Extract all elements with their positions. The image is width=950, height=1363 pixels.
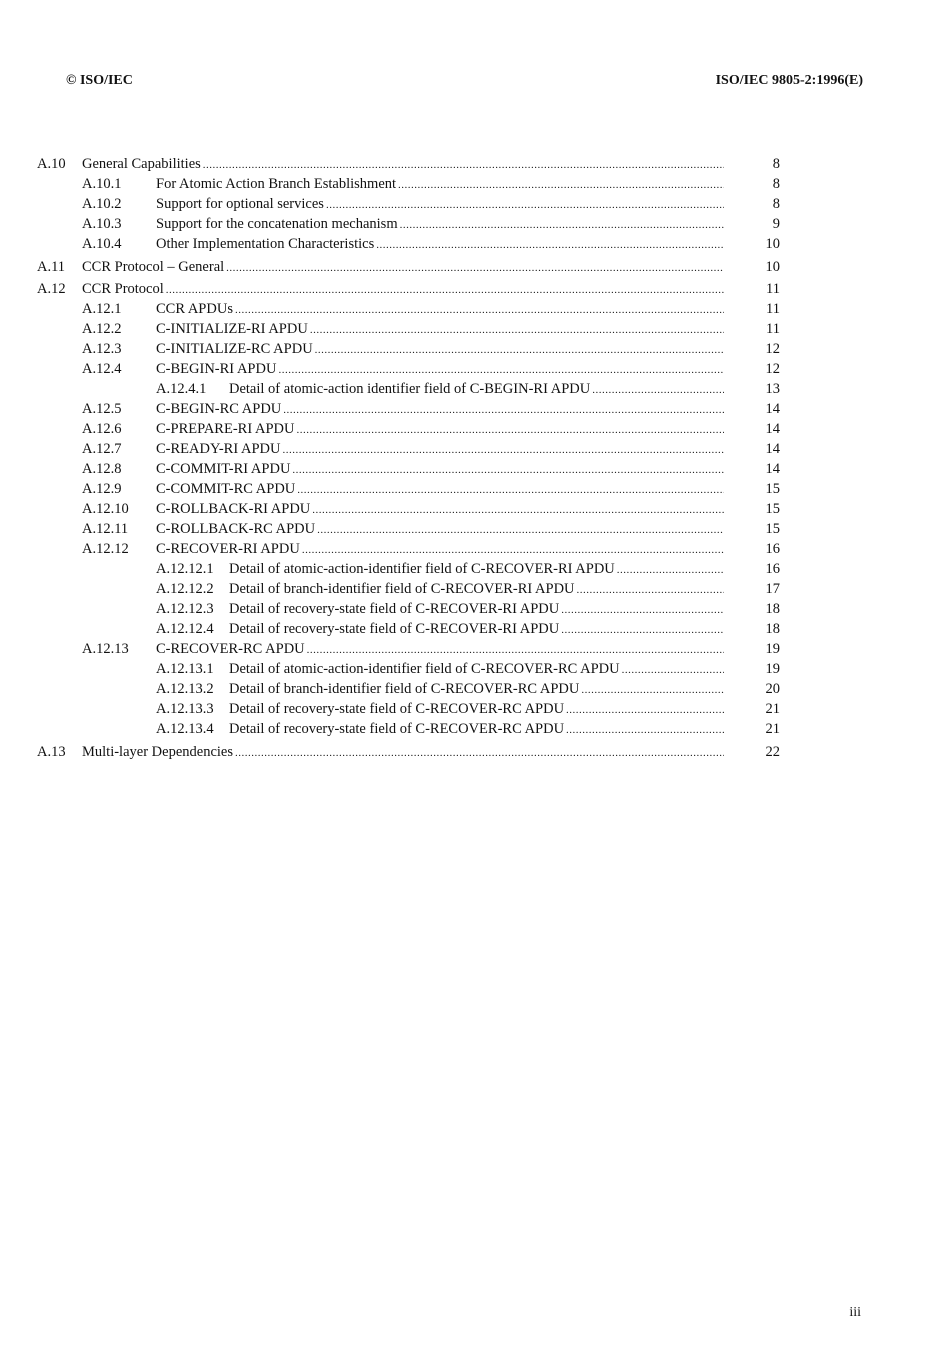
toc-entry-number: A.12.3 — [82, 341, 122, 357]
toc-entry-title: General Capabilities — [82, 156, 201, 172]
toc-entry-number: A.12 — [37, 281, 66, 297]
toc-entry-title: Detail of branch-identifier field of C-RECOVER-RI APDU — [229, 581, 575, 597]
toc-entry[interactable] — [0, 720, 950, 740]
toc-entry-page: 11 — [766, 301, 780, 317]
toc-entry[interactable] — [0, 600, 950, 620]
toc-entry-title: Detail of recovery-state field of C-RECOVER-RC APDU — [229, 721, 565, 737]
toc-entry-title-line — [229, 721, 724, 738]
toc-entry-number: A.12.11 — [82, 521, 129, 537]
toc-entry-title: Support for the concatenation mechanism — [156, 216, 398, 232]
toc-entry-page: 15 — [765, 521, 780, 537]
toc-entry-title: Other Implementation Characteristics — [156, 236, 375, 252]
toc-entry-title-line — [156, 301, 724, 318]
toc-entry[interactable] — [0, 360, 950, 380]
dot-leader — [203, 159, 724, 171]
toc-entry-page: 8 — [772, 196, 780, 212]
toc-entry[interactable] — [0, 640, 950, 660]
toc-entry-number: A.12.12.2 — [156, 581, 214, 597]
dot-leader — [566, 724, 724, 736]
toc-entry[interactable] — [0, 400, 950, 420]
dot-leader — [561, 624, 724, 636]
toc-entry-title-line — [229, 661, 724, 678]
dot-leader — [581, 684, 724, 696]
toc-entry-title: C-COMMIT-RC APDU — [156, 481, 296, 497]
toc-entry[interactable] — [0, 175, 950, 195]
toc-entry[interactable] — [0, 743, 950, 763]
toc-entry-title: For Atomic Action Branch Establishment — [156, 176, 397, 192]
toc-entry[interactable] — [0, 440, 950, 460]
dot-leader — [617, 564, 724, 576]
toc-entry-number: A.12.6 — [82, 421, 122, 437]
toc-entry-number: A.12.8 — [82, 461, 122, 477]
toc-entry-page: 8 — [772, 156, 780, 172]
toc-entry[interactable] — [0, 700, 950, 720]
toc-entry-title: C-RECOVER-RI APDU — [156, 541, 300, 557]
toc-entry-number: A.12.10 — [82, 501, 129, 517]
toc-entry-title-line — [229, 581, 724, 598]
toc-entry-number: A.12.1 — [82, 301, 122, 317]
dot-leader — [577, 584, 724, 596]
toc-entry-title-line — [156, 481, 724, 498]
toc-entry[interactable] — [0, 380, 950, 400]
toc-entry[interactable] — [0, 540, 950, 560]
toc-entry-title-line — [156, 196, 724, 213]
dot-leader — [376, 239, 724, 251]
toc-entry-title: C-INITIALIZE-RC APDU — [156, 341, 313, 357]
toc-entry-number: A.13 — [37, 743, 66, 760]
toc-entry-title-line — [229, 681, 724, 698]
toc-entry-page: 14 — [765, 441, 780, 457]
toc-entry-title-line — [229, 621, 724, 638]
toc-entry-title: C-READY-RI APDU — [156, 441, 281, 457]
dot-leader — [566, 704, 724, 716]
toc-entry-title: Detail of recovery-state field of C-RECOVER-RI APDU — [229, 621, 560, 637]
toc-entry-title-line — [156, 521, 724, 538]
toc-entry[interactable] — [0, 620, 950, 640]
toc-entry-number: A.10.2 — [82, 196, 122, 212]
toc-entry[interactable] — [0, 320, 950, 340]
dot-leader — [307, 644, 724, 656]
toc-entry-title: C-RECOVER-RC APDU — [156, 641, 305, 657]
toc-entry-title: C-BEGIN-RI APDU — [156, 361, 277, 377]
toc-entry-number: A.10.4 — [82, 236, 122, 252]
toc-entry-page: 22 — [765, 743, 780, 760]
toc-entry-title-line — [156, 641, 724, 658]
toc-entry-title: Detail of atomic-action identifier field of C-BEGIN-RI APDU — [229, 381, 591, 397]
dot-leader — [317, 524, 724, 536]
toc-entry[interactable] — [0, 660, 950, 680]
toc-entry-number: A.12.12.3 — [156, 601, 214, 617]
toc-entry[interactable] — [0, 280, 950, 300]
toc-entry-title: C-ROLLBACK-RI APDU — [156, 501, 311, 517]
dot-leader — [283, 404, 724, 416]
toc-entry[interactable] — [0, 480, 950, 500]
header-document-id: ISO/IEC 9805-2:1996(E) — [715, 73, 863, 88]
toc-entry-page: 15 — [765, 501, 780, 517]
toc-entry-page: 10 — [765, 236, 780, 252]
toc-entry[interactable] — [0, 580, 950, 600]
toc-entry-number: A.12.13.4 — [156, 721, 214, 737]
toc-entry-title: C-BEGIN-RC APDU — [156, 401, 282, 417]
toc-entry[interactable] — [0, 235, 950, 255]
toc-entry[interactable] — [0, 460, 950, 480]
toc-entry[interactable] — [0, 155, 950, 175]
dot-leader — [302, 544, 724, 556]
toc-entry-title-line — [156, 441, 724, 458]
toc-entry-title: C-COMMIT-RI APDU — [156, 461, 291, 477]
dot-leader — [400, 219, 724, 231]
toc-entry-page: 13 — [765, 381, 780, 397]
toc-entry-title-line — [156, 321, 724, 338]
toc-entry-title: Support for optional services — [156, 196, 324, 212]
toc-entry-number: A.12.12.1 — [156, 561, 214, 577]
toc-entry-page: 16 — [765, 561, 780, 577]
toc-entry-page: 21 — [765, 701, 780, 717]
toc-entry-page: 18 — [765, 601, 780, 617]
toc-entry-number: A.12.13.3 — [156, 701, 214, 717]
dot-leader — [235, 304, 724, 316]
toc-entry-page: 9 — [772, 216, 780, 232]
toc-entry-page: 14 — [765, 401, 780, 417]
toc-entry[interactable] — [0, 340, 950, 360]
toc-entry-page: 20 — [765, 681, 780, 697]
toc-entry-number: A.12.13 — [82, 641, 129, 657]
toc-entry-page: 8 — [772, 176, 780, 192]
toc-entry-title-line — [82, 156, 724, 173]
toc-entry-title-line — [82, 744, 724, 761]
table-of-contents — [0, 155, 950, 763]
toc-entry-title-line — [82, 259, 724, 276]
toc-entry-page: 16 — [765, 541, 780, 557]
toc-entry-page: 11 — [766, 321, 780, 337]
toc-entry-title-line — [156, 421, 724, 438]
toc-entry-title: Detail of recovery-state field of C-RECOVER-RC APDU — [229, 701, 565, 717]
toc-entry-title-line — [156, 216, 724, 233]
dot-leader — [561, 604, 724, 616]
toc-entry-title: Detail of branch-identifier field of C-RECOVER-RC APDU — [229, 681, 580, 697]
toc-entry-page: 10 — [765, 258, 780, 275]
toc-entry-number: A.12.2 — [82, 321, 122, 337]
dot-leader — [315, 344, 724, 356]
toc-entry-title-line — [82, 281, 724, 298]
dot-leader — [398, 179, 724, 191]
toc-entry-page: 12 — [765, 361, 780, 377]
toc-entry-title: Detail of recovery-state field of C-RECOVER-RI APDU — [229, 601, 560, 617]
toc-entry[interactable] — [0, 520, 950, 540]
toc-entry-title-line — [156, 341, 724, 358]
toc-entry-page: 15 — [765, 481, 780, 497]
toc-entry-title-line — [156, 361, 724, 378]
toc-entry-number: A.10.1 — [82, 176, 122, 192]
toc-entry-page: 21 — [765, 721, 780, 737]
toc-entry-number: A.12.9 — [82, 481, 122, 497]
toc-entry[interactable] — [0, 680, 950, 700]
dot-leader — [226, 262, 724, 274]
toc-entry[interactable] — [0, 195, 950, 215]
toc-entry-page: 11 — [766, 281, 780, 297]
toc-entry-number: A.12.12.4 — [156, 621, 214, 637]
dot-leader — [622, 664, 724, 676]
dot-leader — [282, 444, 724, 456]
toc-entry-title-line — [229, 601, 724, 618]
toc-entry-title-line — [156, 236, 724, 253]
dot-leader — [310, 324, 724, 336]
toc-entry-title: CCR Protocol – General — [82, 258, 225, 275]
dot-leader — [278, 364, 724, 376]
dot-leader — [326, 199, 724, 211]
dot-leader — [235, 747, 724, 759]
toc-entry-number: A.11 — [37, 258, 66, 275]
toc-entry-title-line — [156, 461, 724, 478]
toc-entry-title: Detail of atomic-action-identifier field of C-RECOVER-RI APDU — [229, 561, 615, 577]
toc-entry[interactable] — [0, 215, 950, 235]
dot-leader — [296, 424, 724, 436]
toc-entry-title-line — [156, 501, 724, 518]
toc-entry-title: Multi-layer Dependencies — [82, 743, 233, 760]
dot-leader — [166, 284, 724, 296]
toc-entry-title-line — [229, 381, 724, 398]
toc-entry-title-line — [229, 701, 724, 718]
toc-entry-number: A.12.7 — [82, 441, 122, 457]
toc-entry-number: A.12.5 — [82, 401, 122, 417]
header-copyright: © ISO/IEC — [66, 73, 133, 88]
toc-entry-title: C-INITIALIZE-RI APDU — [156, 321, 308, 337]
toc-entry-title-line — [156, 176, 724, 193]
page-number: iii — [849, 1305, 861, 1320]
toc-entry-number: A.10 — [37, 156, 66, 172]
toc-entry-title-line — [156, 401, 724, 418]
toc-entry-number: A.12.4 — [82, 361, 122, 377]
toc-entry[interactable] — [0, 258, 950, 278]
toc-entry-title-line — [156, 541, 724, 558]
toc-entry-title: C-PREPARE-RI APDU — [156, 421, 295, 437]
toc-entry-page: 14 — [765, 421, 780, 437]
dot-leader — [312, 504, 724, 516]
toc-entry-number: A.12.13.2 — [156, 681, 214, 697]
toc-entry-title-line — [229, 561, 724, 578]
dot-leader — [297, 484, 724, 496]
toc-entry[interactable] — [0, 300, 950, 320]
toc-entry[interactable] — [0, 560, 950, 580]
toc-entry-page: 12 — [765, 341, 780, 357]
toc-entry-title: CCR APDUs — [156, 301, 233, 317]
toc-entry[interactable] — [0, 420, 950, 440]
toc-entry-number: A.12.13.1 — [156, 661, 214, 677]
toc-entry-title: CCR Protocol — [82, 281, 164, 297]
toc-entry-page: 14 — [765, 461, 780, 477]
toc-entry-page: 19 — [765, 661, 780, 677]
toc-entry-number: A.12.12 — [82, 541, 129, 557]
toc-entry-page: 18 — [765, 621, 780, 637]
toc-entry-title: Detail of atomic-action-identifier field of C-RECOVER-RC APDU — [229, 661, 620, 677]
toc-entry-number: A.10.3 — [82, 216, 122, 232]
toc-entry-page: 19 — [765, 641, 780, 657]
toc-entry-page: 17 — [765, 581, 780, 597]
toc-entry-number: A.12.4.1 — [156, 381, 207, 397]
dot-leader — [592, 384, 724, 396]
toc-entry[interactable] — [0, 500, 950, 520]
dot-leader — [292, 464, 724, 476]
toc-entry-title: C-ROLLBACK-RC APDU — [156, 521, 316, 537]
